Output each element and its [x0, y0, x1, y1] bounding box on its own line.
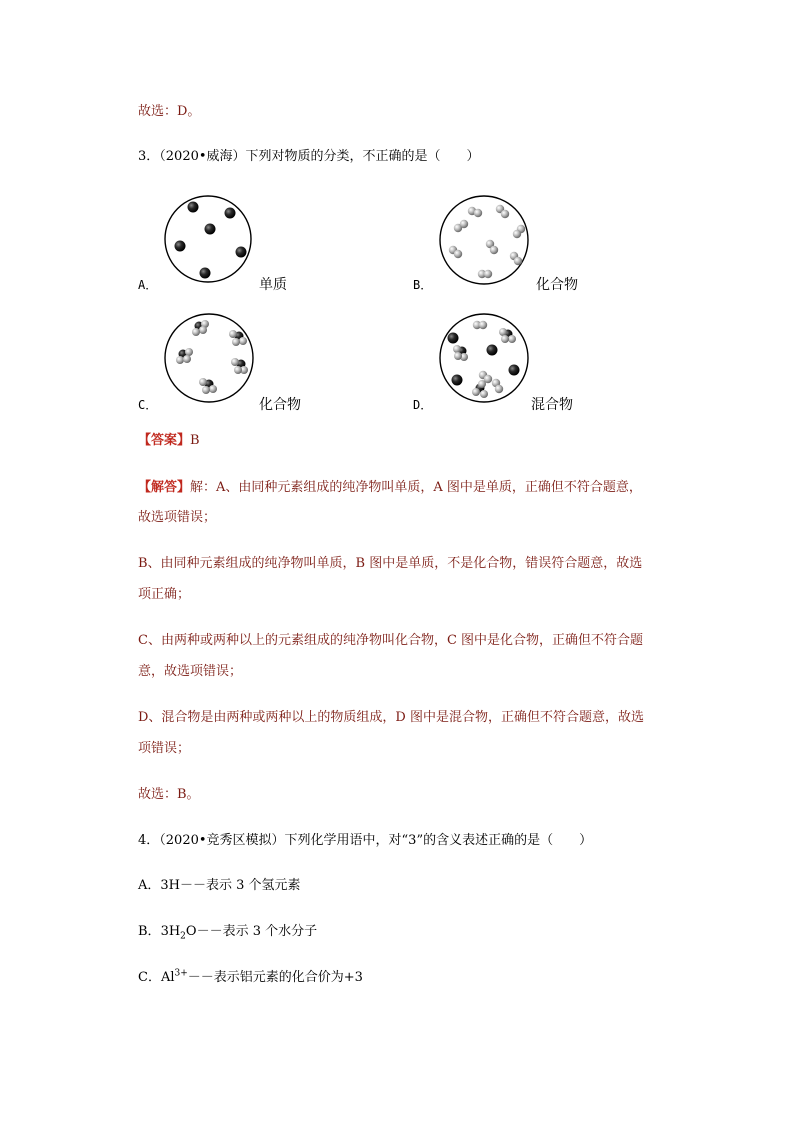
atom-black	[175, 241, 186, 252]
atom-black	[448, 333, 459, 344]
formula: Al	[160, 970, 175, 985]
formula-subscript: 2	[180, 931, 186, 942]
explanation-line-8: 项错误；	[138, 741, 191, 756]
explanation-line-2: 故选项错误；	[138, 510, 217, 525]
final-choice: 故选：B。	[138, 787, 200, 802]
question-4-option-b	[138, 923, 317, 941]
option-c-letter: C．	[138, 398, 158, 412]
atom-black	[188, 202, 199, 213]
answer-value: B	[190, 433, 200, 448]
explanation-tag: 【解答】	[138, 480, 191, 495]
explanation-line-1	[138, 479, 642, 497]
question-4-stem: 4．（2020•竞秀区模拟）下列化学用语中，对“3”的含义表述正确的是（ ）	[138, 833, 593, 848]
option-a-diagram	[163, 194, 253, 284]
option-c-diagram	[163, 312, 255, 404]
atom-black	[487, 345, 498, 356]
answer-line	[138, 432, 200, 450]
formula: O	[185, 924, 197, 939]
explanation-line-5: C、由两种或两种以上的元素组成的纯净物叫化合物，C 图中是化合物，正确但不符合题	[138, 633, 644, 648]
option-b-letter: B．	[413, 278, 433, 292]
question-4-option-c	[138, 969, 363, 987]
option-d-letter: D．	[413, 398, 433, 412]
formula: 3H	[160, 878, 180, 893]
atom-black	[200, 268, 211, 279]
option-b-diagram	[438, 194, 530, 286]
explanation-line-3: B、由同种元素组成的纯净物叫单质，B 图中是单质，不是化合物，错误符合题意，故选	[138, 556, 643, 571]
formula-superscript: 3+	[174, 968, 188, 979]
option-text: －－表示 3 个氢元素	[180, 878, 301, 893]
atom-black	[205, 224, 216, 235]
atom-black	[225, 208, 236, 219]
option-b-label: 化合物	[536, 277, 578, 293]
explanation-line-6: 意，故选项错误；	[138, 664, 243, 679]
atom-black	[236, 247, 247, 258]
option-letter: B．	[138, 924, 161, 939]
option-text: －－表示铝元素的化合价为+3	[187, 970, 363, 985]
formula: 3H	[160, 924, 181, 939]
option-a-letter: A．	[138, 278, 158, 292]
previous-answer: 故选：D。	[138, 104, 201, 119]
explanation-line-4: 项正确；	[138, 587, 191, 602]
answer-tag: 【答案】	[138, 433, 191, 448]
option-d-label: 混合物	[531, 397, 573, 413]
atom-black	[452, 375, 463, 386]
option-letter: C．	[138, 970, 161, 985]
explanation-text: 解：A、由同种元素组成的纯净物叫单质，A 图中是单质，正确但不符合题意，	[190, 480, 642, 495]
option-letter: A．	[138, 878, 161, 893]
option-a-label: 单质	[259, 277, 287, 293]
option-text: －－表示 3 个水分子	[196, 924, 318, 939]
question-3-stem: 3．（2020•威海）下列对物质的分类，不正确的是（ ）	[138, 149, 480, 164]
explanation-line-7: D、混合物是由两种或两种以上的物质组成，D 图中是混合物，正确但不符合题意，故选	[138, 710, 644, 725]
question-4-option-a	[138, 877, 301, 895]
option-c-label: 化合物	[259, 397, 301, 413]
atom-black	[509, 365, 520, 376]
option-d-diagram	[438, 312, 530, 404]
